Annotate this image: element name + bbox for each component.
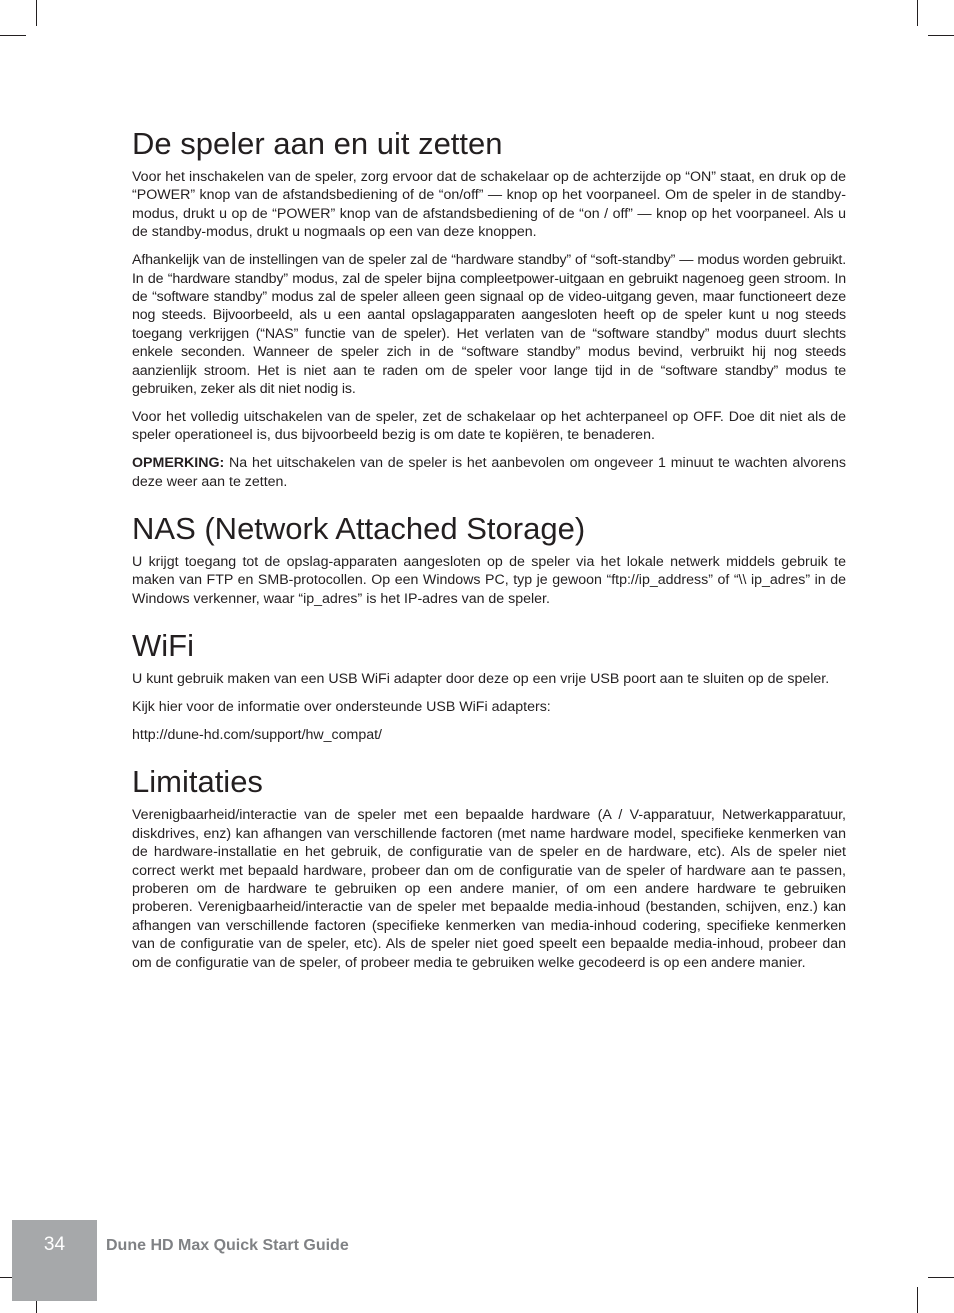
page-number: 34	[43, 1234, 66, 1255]
section-title-nas: NAS (Network Attached Storage)	[132, 511, 586, 546]
power-note	[132, 454, 846, 491]
crop-mark-bottom-right-horizontal	[928, 1277, 954, 1278]
section-title-limits: Limitaties	[132, 764, 263, 800]
limits-paragraph-1: Verenigbaarheid/interactie van de speler met een bepaalde hardware (A / V-apparatuur, Netwerkapparatuur, diskdrives, enz) kan afhangen van verschillende factoren (met name hardware model, specifieke kenmerken van de hardware-installatie en het gebruik, de configuratie van de speler en de hardware, etc). Als de speler niet correct werkt met bepaald hardware, probeer dan om de configuratie van de speler of hardware aan te passen, proberen om de hardware te gebruiken op een andere manier, of om een andere hardware te gebruiken proberen. Verenigbaarheid/interactie van de speler met bepaalde media-inhoud (bestanden, schijven, enz.) kan afhangen van verschillende factoren (specifieke kenmerken van media-inhoud codering, specifieke kenmerken van de configuratie van de speler, etc). Als de speler niet goed speelt een bepaalde media-inhoud, probeer dan om de configuratie van de speler, of probeer media te gebruiken welke gecodeerd is op een andere manier.	[132, 807, 846, 971]
page-content	[132, 126, 846, 982]
crop-mark-top-right-horizontal	[928, 35, 954, 36]
wifi-paragraph-2: Kijk hier voor de informatie over ondersteunde USB WiFi adapters:	[132, 699, 551, 716]
power-paragraph-2: Afhankelijk van de instellingen van de speler zal de “hardware standby” of “soft-standby” — modus worden gebruikt. In de “hardware standby” modus, zal de speler bijna compleetpower-uitgaan en gebruikt nagenoeg geen stroom. In de “software standby” modus zal de speler alleen geen signaal op de video-uitgang geven, maar functioneert deze nog steeds. Bijvoorbeeld, als u een aantal opslagapparaten aangesloten heeft op de speler kunt u nog steeds toegang verkrijgen (“NAS” functie van de speler). Het verlaten van de “software standby” modus duurt slechts enkele seconden. Wanneer de speler zich in de “software standby” modus bevind, verbruikt hij nog steeds aanzienlijk stroom. Het is niet aan te raden om de speler voor lange tijd in de “software standby” modus te gebruiken, zeker als dit niet nodig is.	[132, 252, 846, 397]
footer-guide-title: Dune HD Max Quick Start Guide	[106, 1237, 349, 1254]
power-paragraph-3: Voor het volledig uitschakelen van de speler, zet de schakelaar op het achterpaneel op OFF. Doe dit niet als de speler operationeel is, dus bijvoorbeeld bezig is om date te kopiëren, te benaderen.	[132, 408, 846, 444]
section-power	[132, 126, 846, 491]
note-label: OPMERKING:	[132, 455, 225, 472]
wifi-link[interactable]: http://dune-hd.com/support/hw_compat/	[132, 727, 382, 744]
crop-mark-top-right-vertical	[917, 0, 918, 26]
section-wifi	[132, 628, 846, 744]
crop-mark-top-left-vertical	[36, 0, 37, 26]
section-nas	[132, 511, 846, 608]
nas-paragraph-1: U krijgt toegang tot de opslag-apparaten aangesloten op de speler via het lokale netwerk middels gebruik te maken van FTP en SMB-protocollen. Op een Windows PC, typ je gewoon “ftp://ip_address” of “\\ ip_adres” in de Windows verkenner, waar “ip_adres” is het IP-adres van de speler.	[132, 554, 846, 607]
section-limits	[132, 764, 846, 972]
power-paragraph-1: Voor het inschakelen van de speler, zorg ervoor dat de schakelaar op de achterzijde op “ON” staat, en druk op de “POWER” knop van de afstandsbediening of de “on/off” — knop op het voorpaneel. Om de speler in de standby-modus, drukt u op de “POWER” knop van de afstandsbediening of de “on / off” — knop op het voorpaneel. Als u de standby-modus, drukt u nogmaals op een van deze knoppen.	[132, 169, 846, 241]
crop-mark-bottom-right-vertical	[917, 1287, 918, 1313]
section-title-wifi: WiFi	[132, 628, 194, 664]
section-title-power: De speler aan en uit zetten	[132, 126, 503, 161]
note-text: Na het uitschakelen van de speler is het aanbevolen om ongeveer 1 minuut te wachten alvorens deze weer aan te zetten.	[132, 455, 846, 490]
wifi-paragraph-1: U kunt gebruik maken van een USB WiFi adapter door deze op een vrije USB poort aan te sluiten op de speler.	[132, 671, 830, 688]
crop-mark-top-left-horizontal	[0, 35, 26, 36]
footer-page-box	[12, 1220, 97, 1301]
